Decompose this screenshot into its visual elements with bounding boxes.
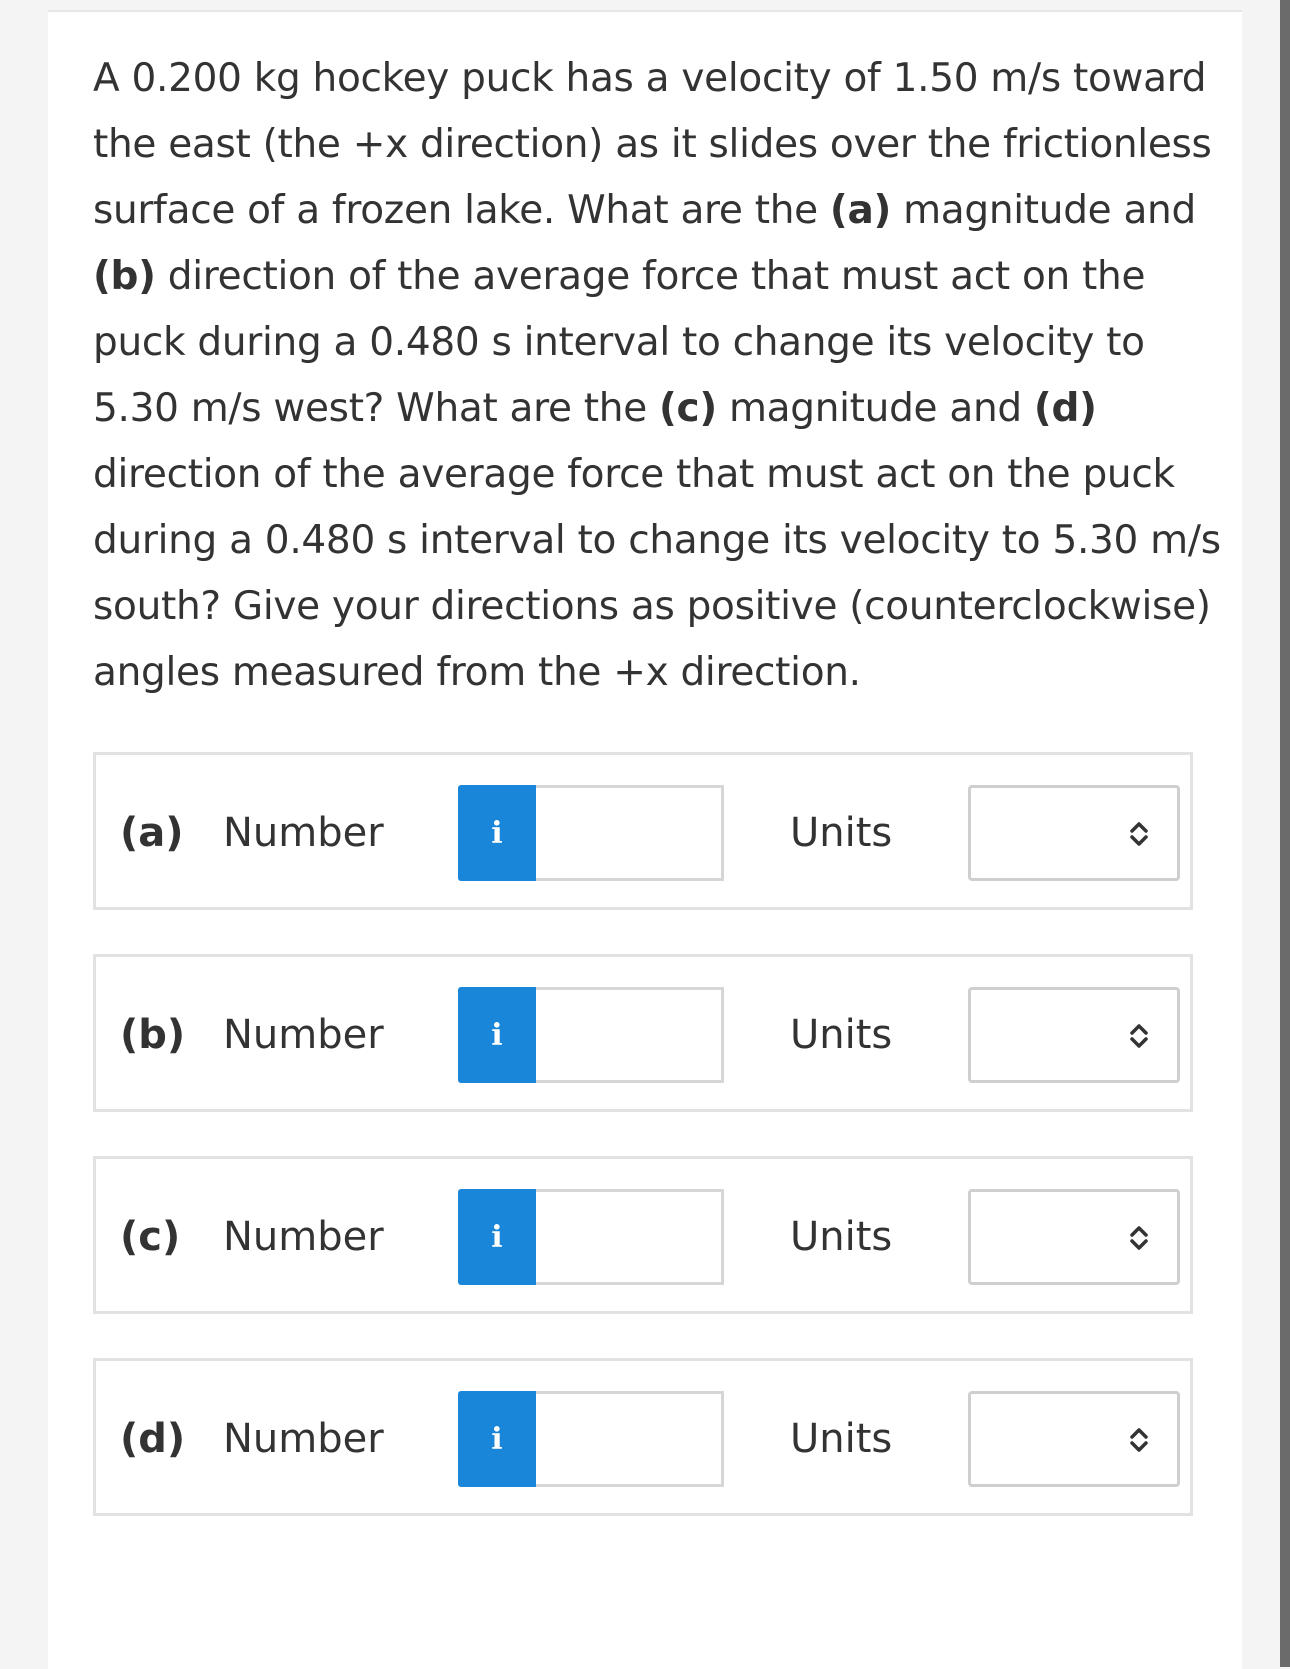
number-label: Number xyxy=(223,810,384,856)
part-label: (d) xyxy=(120,1416,186,1462)
units-label: Units xyxy=(790,1012,893,1058)
info-icon: i xyxy=(491,815,503,851)
scrollbar[interactable] xyxy=(1280,0,1290,1667)
info-icon: i xyxy=(491,1421,503,1457)
question-segment: magnitude and xyxy=(716,386,1034,431)
units-select-c[interactable] xyxy=(968,1189,1180,1285)
part-label: (c) xyxy=(120,1214,181,1260)
units-label: Units xyxy=(790,1416,893,1462)
number-input-c[interactable] xyxy=(536,1189,724,1285)
question-page xyxy=(48,10,1242,1669)
number-label: Number xyxy=(223,1416,384,1462)
number-label: Number xyxy=(223,1214,384,1260)
answer-row-b xyxy=(93,954,1193,1112)
units-label: Units xyxy=(790,810,893,856)
question-segment: direction of the average force that must act on the puck during a 0.480 s interval to change its velocity to 5.30 m/s west? What are the xyxy=(93,254,1146,431)
info-button[interactable] xyxy=(458,1189,536,1285)
number-input-b[interactable] xyxy=(536,987,724,1083)
question-segment: magnitude and xyxy=(891,188,1196,233)
answer-row-d xyxy=(93,1358,1193,1516)
info-icon: i xyxy=(491,1017,503,1053)
question-segment: direction of the average force that must act on the puck during a 0.480 s interval to change its velocity to 5.30 m/s south? Give your directions as positive (counterclockwise) angles measured from the +x direction. xyxy=(93,452,1221,695)
number-label: Number xyxy=(223,1012,384,1058)
part-label: (a) xyxy=(120,810,184,856)
units-select-a[interactable] xyxy=(968,785,1180,881)
chevron-up-down-icon xyxy=(1123,1222,1155,1254)
units-select-b[interactable] xyxy=(968,987,1180,1083)
question-part-ref: (c) xyxy=(659,386,717,431)
answer-row-c xyxy=(93,1156,1193,1314)
question-part-ref: (b) xyxy=(93,254,156,299)
question-part-ref: (a) xyxy=(829,188,891,233)
info-button[interactable] xyxy=(458,785,536,881)
chevron-up-down-icon xyxy=(1123,1424,1155,1456)
info-icon: i xyxy=(491,1219,503,1255)
question-segment: A 0.200 kg hockey puck has a velocity of 1.50 m/s toward the east (the +x direction) as it slides over the frictionless surface of a frozen lake. What are the xyxy=(93,56,1212,233)
chevron-up-down-icon xyxy=(1123,818,1155,850)
units-select-d[interactable] xyxy=(968,1391,1180,1487)
answer-row-a xyxy=(93,752,1193,910)
chevron-up-down-icon xyxy=(1123,1020,1155,1052)
question-text xyxy=(93,46,1223,706)
info-button[interactable] xyxy=(458,1391,536,1487)
number-input-d[interactable] xyxy=(536,1391,724,1487)
number-input-a[interactable] xyxy=(536,785,724,881)
part-label: (b) xyxy=(120,1012,186,1058)
units-label: Units xyxy=(790,1214,893,1260)
question-part-ref: (d) xyxy=(1033,386,1097,431)
info-button[interactable] xyxy=(458,987,536,1083)
